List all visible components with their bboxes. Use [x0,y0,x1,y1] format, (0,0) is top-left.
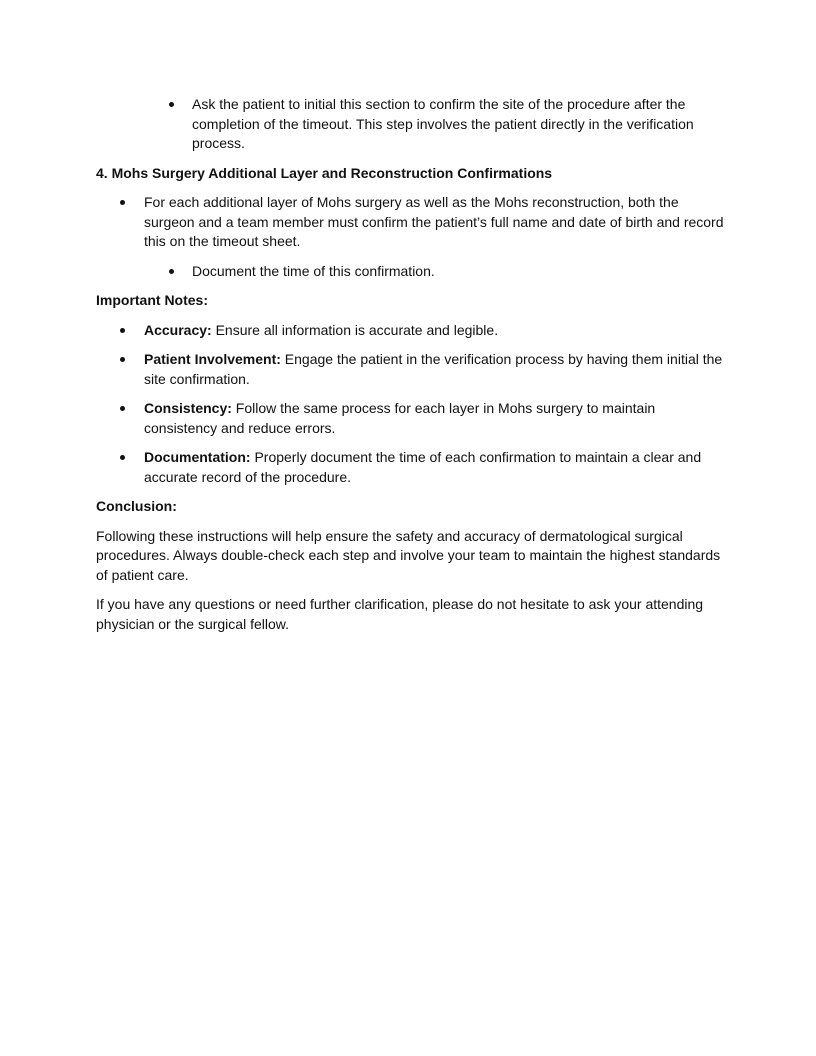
note-term: Accuracy: [144,321,212,338]
bullet-icon [169,102,174,107]
note-text: Engage the patient in the verification process by having them initial the site confirmation. [144,351,723,387]
note-term: Patient Involvement: [144,351,281,367]
closing-paragraph: If you have any questions or need further clarification, please do not hesitate to ask your attending physician or the surgical fellow. [96,596,704,632]
notes-list [96,321,726,488]
bullet-icon [120,200,125,205]
section-list [96,193,726,281]
bullet-icon [120,406,125,411]
note-item-accuracy [96,321,726,341]
note-term: Consistency: [144,400,232,416]
note-text: Ensure all information is accurate and legible. [211,321,499,338]
notes-heading: Important Notes: [96,292,208,308]
list-item-text: Document the time of this confirmation. [192,262,435,279]
list-item [96,193,726,252]
conclusion-heading: Conclusion: [96,498,177,514]
bullet-icon [120,455,125,460]
bullet-icon [120,357,125,362]
note-item-documentation [96,448,726,487]
conclusion-paragraph: Following these instructions will help ensure the safety and accuracy of dermatological surgical procedures. Always double-check each step and involve your team to maintain the highest standards of patient care. [96,527,721,583]
bullet-icon [120,328,125,333]
list-subitem [96,262,726,282]
section-heading: 4. Mohs Surgery Additional Layer and Reconstruction Confirmations [96,164,553,181]
continued-list [96,95,726,154]
note-term: Documentation: [144,449,251,465]
note-text: Properly document the time of each confirmation to maintain a clear and accurate record of the procedure. [144,449,702,485]
note-item-patient-involvement [96,350,726,389]
note-item-consistency [96,399,726,438]
list-item-text: For each additional layer of Mohs surgery as well as the Mohs reconstruction, both the surgeon and a team member must confirm the patient’s full name and date of birth and record this on the timeout sheet. [144,194,724,249]
note-text: Follow the same process for each layer in Mohs surgery to maintain consistency and reduce errors. [144,400,656,436]
list-item [96,95,726,154]
bullet-icon [169,269,174,274]
document-page [96,95,726,644]
list-item-text: Ask the patient to initial this section to confirm the site of the procedure after the completion of the timeout. This step involves the patient directly in the verification process. [192,96,694,151]
